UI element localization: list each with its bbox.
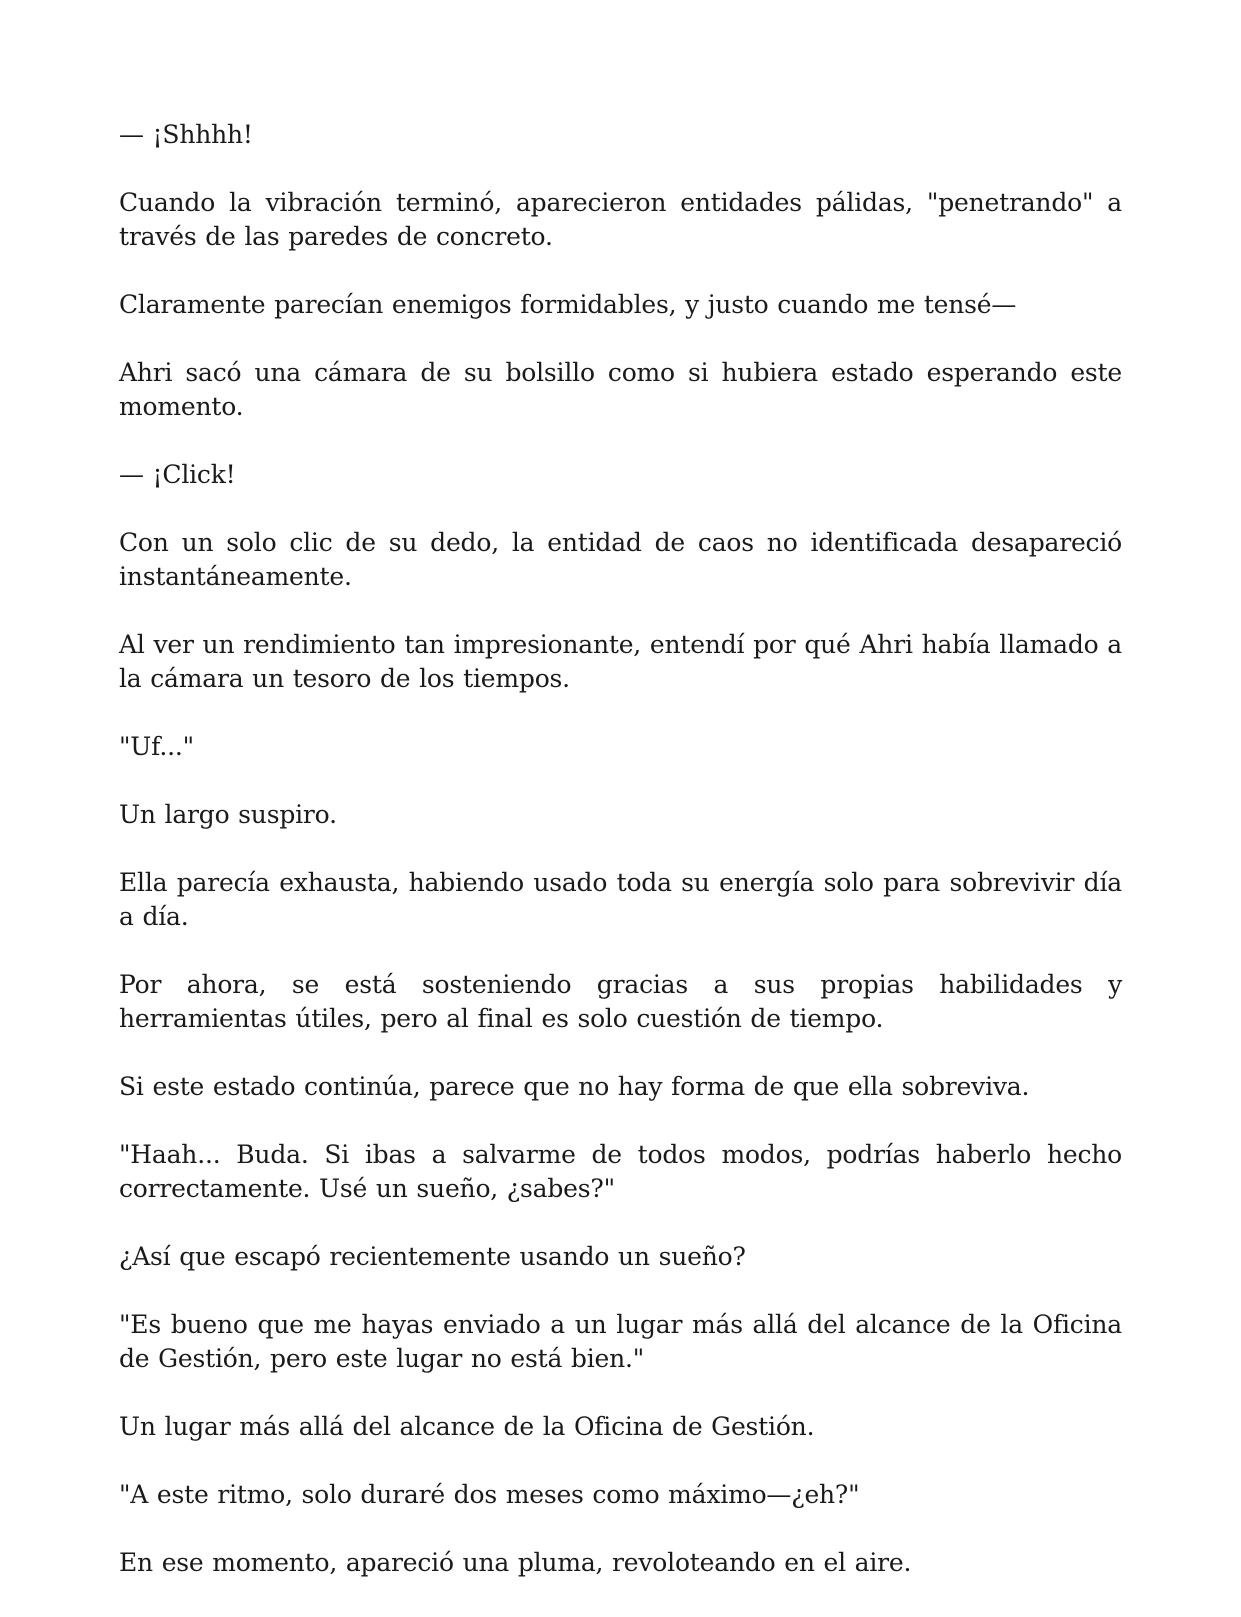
paragraph-feather: En ese momento, apareció una pluma, revoloteando en el aire. [119, 1548, 912, 1577]
paragraph-shhh: — ¡Shhhh! [119, 120, 253, 149]
paragraph-enemies: Claramente parecían enemigos formidables, y justo cuando me tensé— [119, 290, 1017, 319]
paragraph-uf: "Uf..." [119, 732, 194, 761]
paragraph-two-months: "A este ritmo, solo duraré dos meses como máximo—¿eh?" [119, 1480, 860, 1509]
paragraph-sigh: Un largo suspiro. [119, 800, 337, 829]
paragraph-camera: Ahri sacó una cámara de su bolsillo como si hubiera estado esperando este momento. [119, 358, 1122, 421]
paragraph-survive: Si este estado continúa, parece que no hay forma de que ella sobreviva. [119, 1072, 1030, 1101]
paragraph-vibration: Cuando la vibración terminó, aparecieron entidades pálidas, "penetrando" a través de las paredes de concreto. [119, 188, 1122, 251]
paragraph-exhausted: Ella parecía exhausta, habiendo usado toda su energía solo para sobrevivir día a día. [119, 868, 1122, 931]
paragraph-click: — ¡Click! [119, 460, 236, 489]
paragraph-dream: ¿Así que escapó recientemente usando un sueño? [119, 1242, 746, 1271]
paragraph-treasure: Al ver un rendimiento tan impresionante, entendí por qué Ahri había llamado a la cámara un tesoro de los tiempos. [119, 630, 1122, 693]
paragraph-buda: "Haah... Buda. Si ibas a salvarme de todos modos, podrías haberlo hecho correctamente. Usé un sueño, ¿sabes?" [119, 1140, 1122, 1203]
paragraph-holding: Por ahora, se está sosteniendo gracias a sus propias habilidades y herramientas útiles, pero al final es solo cuestión de tiempo. [119, 970, 1122, 1033]
paragraph-office: "Es bueno que me hayas enviado a un lugar más allá del alcance de la Oficina de Gestión, pero este lugar no está bien." [119, 1310, 1122, 1373]
document-page [119, 118, 1122, 1614]
paragraph-place: Un lugar más allá del alcance de la Oficina de Gestión. [119, 1412, 815, 1441]
paragraph-disappeared: Con un solo clic de su dedo, la entidad de caos no identificada desapareció instantáneamente. [119, 528, 1122, 591]
